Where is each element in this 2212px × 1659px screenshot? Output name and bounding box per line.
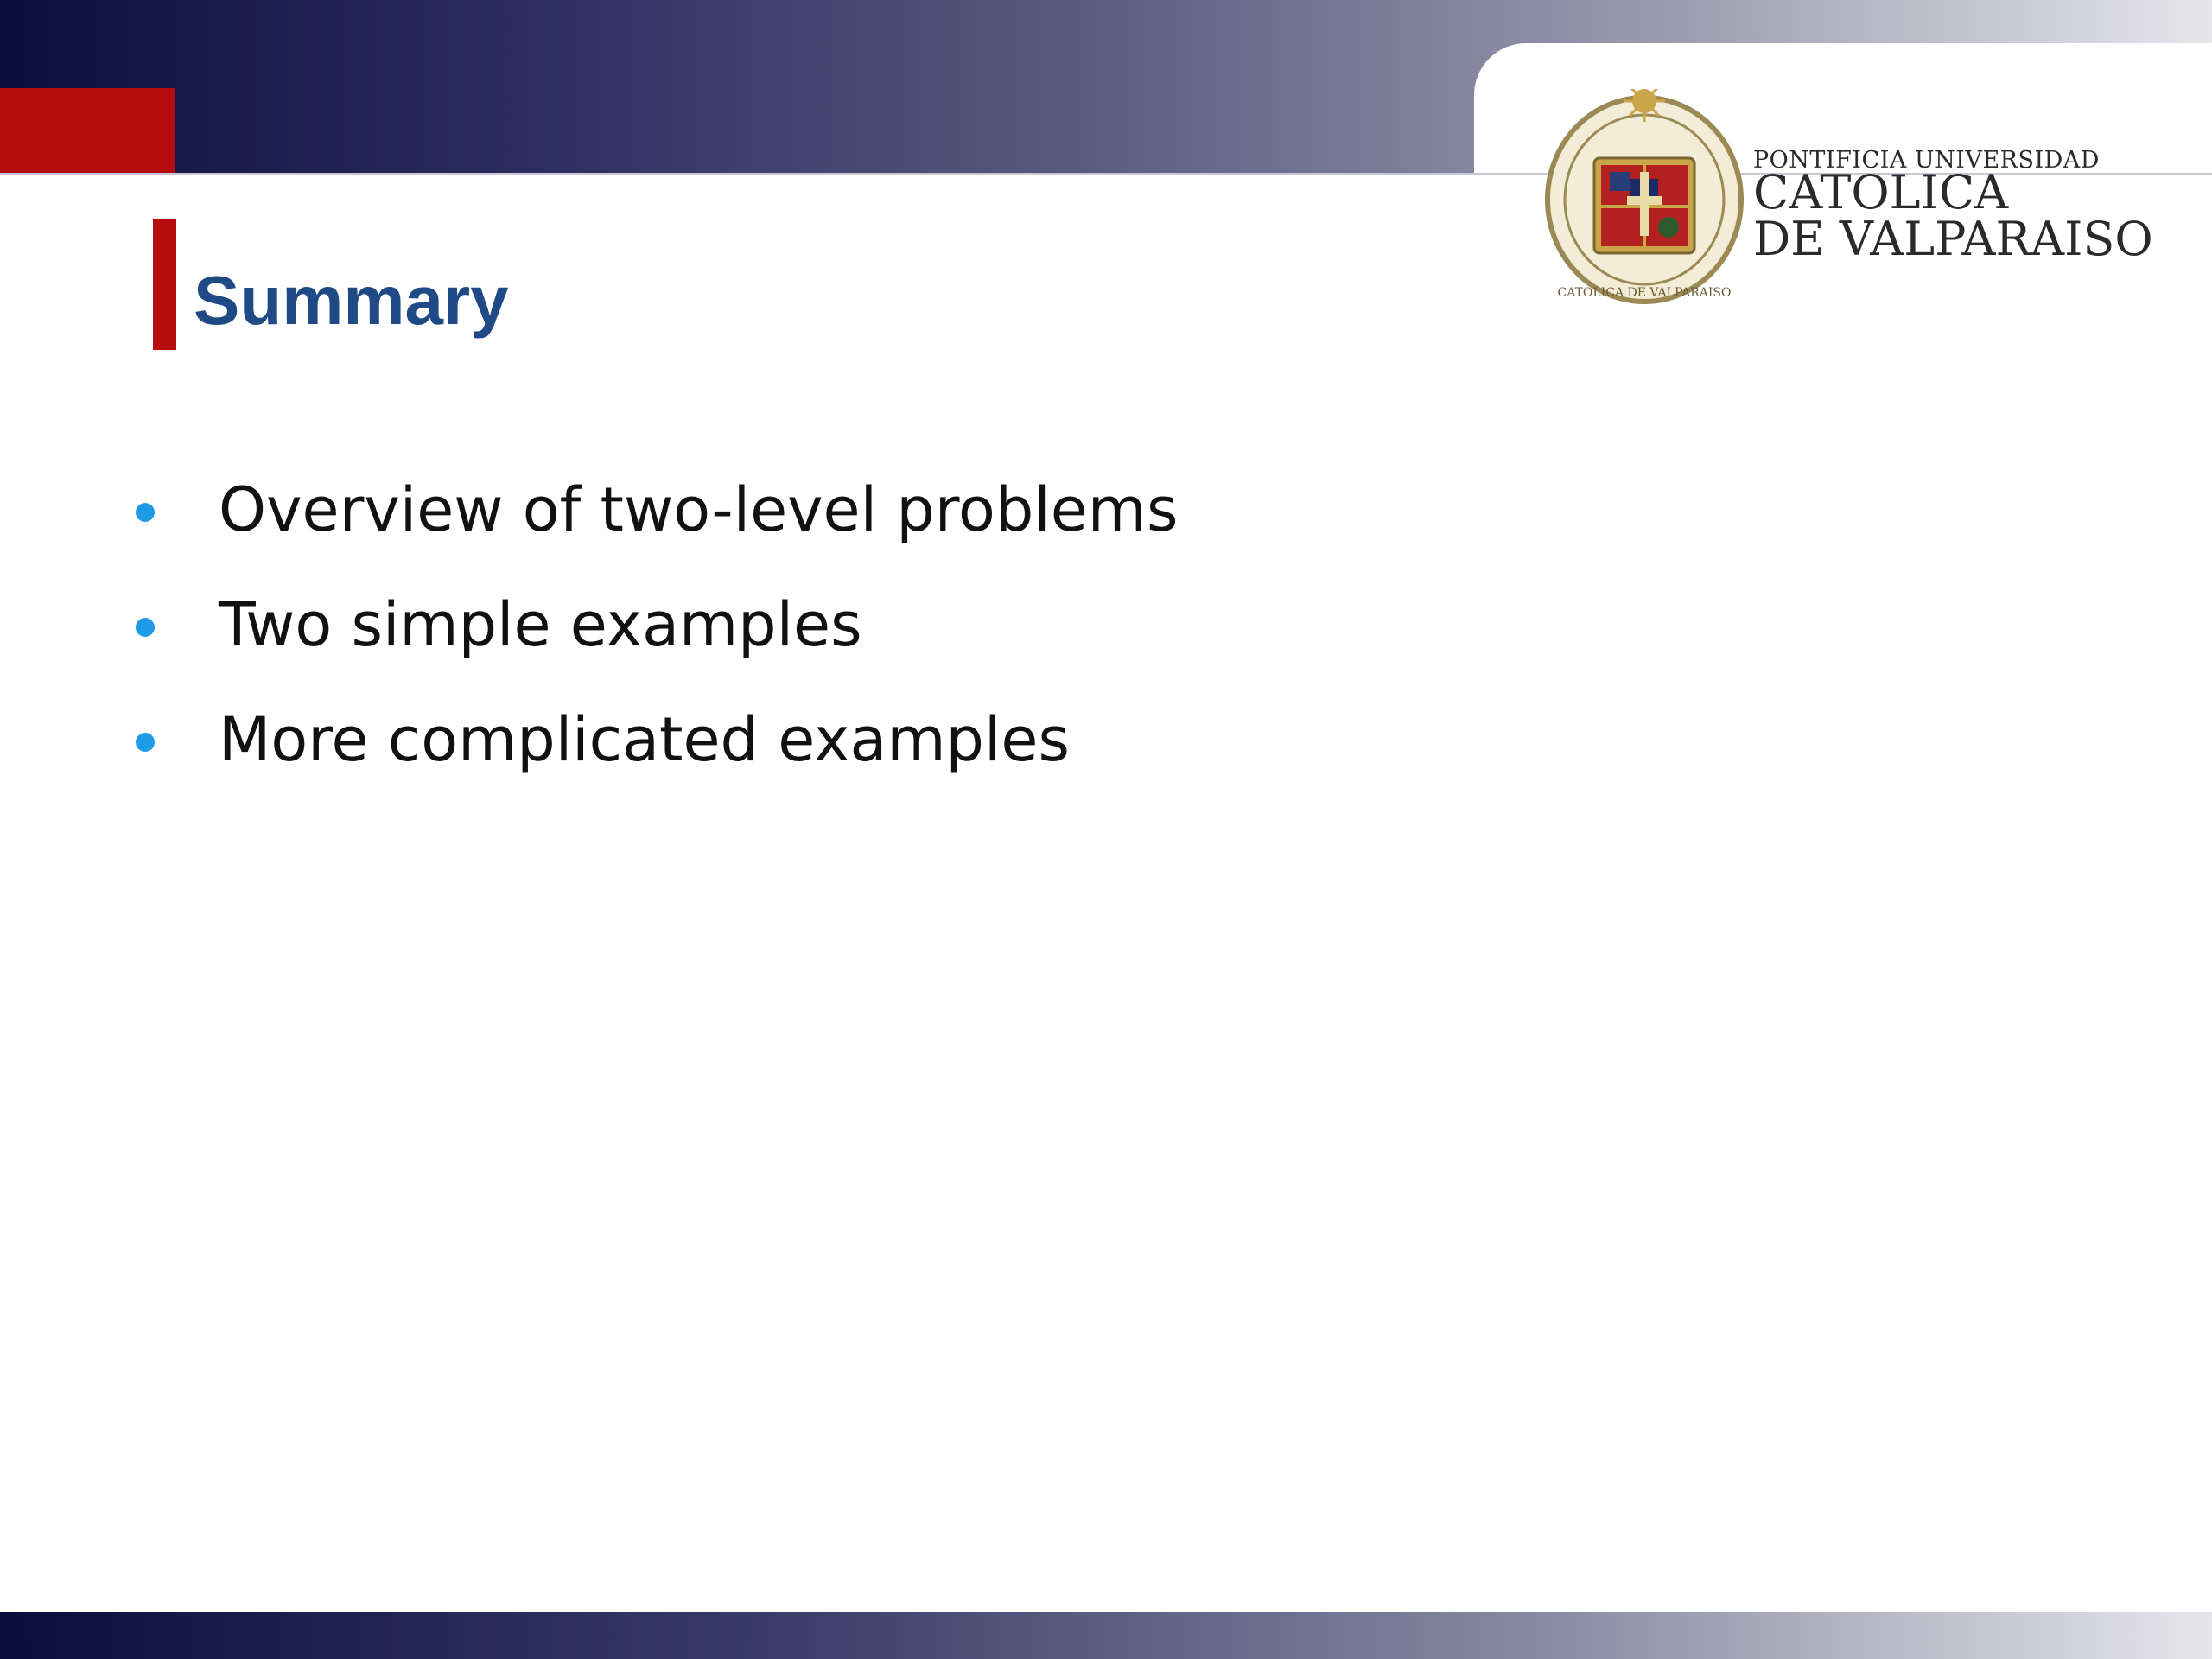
bullet-text: Overview of two-level problems <box>219 474 1179 545</box>
bullet-dot-icon <box>136 503 155 522</box>
university-seal-icon <box>1541 89 1748 307</box>
title-accent-bar <box>153 219 176 350</box>
bullet-text: Two simple examples <box>219 589 862 660</box>
svg-text:CATOLICA DE VALPARAISO: CATOLICA DE VALPARAISO <box>1557 286 1732 300</box>
footer-band <box>0 1612 2212 1659</box>
bullet-dot-icon <box>136 733 155 752</box>
logo-text-line3: DE VALPARAISO <box>1753 212 2153 266</box>
logo-text-line1: PONTIFICIA UNIVERSIDAD <box>1753 147 2100 174</box>
bullet-text: More complicated examples <box>219 704 1070 775</box>
bullet-dot-icon <box>136 618 155 637</box>
header-red-accent <box>0 88 175 174</box>
logo-text-line2: CATOLICA <box>1753 165 2009 219</box>
slide-title: Summary <box>194 262 509 339</box>
